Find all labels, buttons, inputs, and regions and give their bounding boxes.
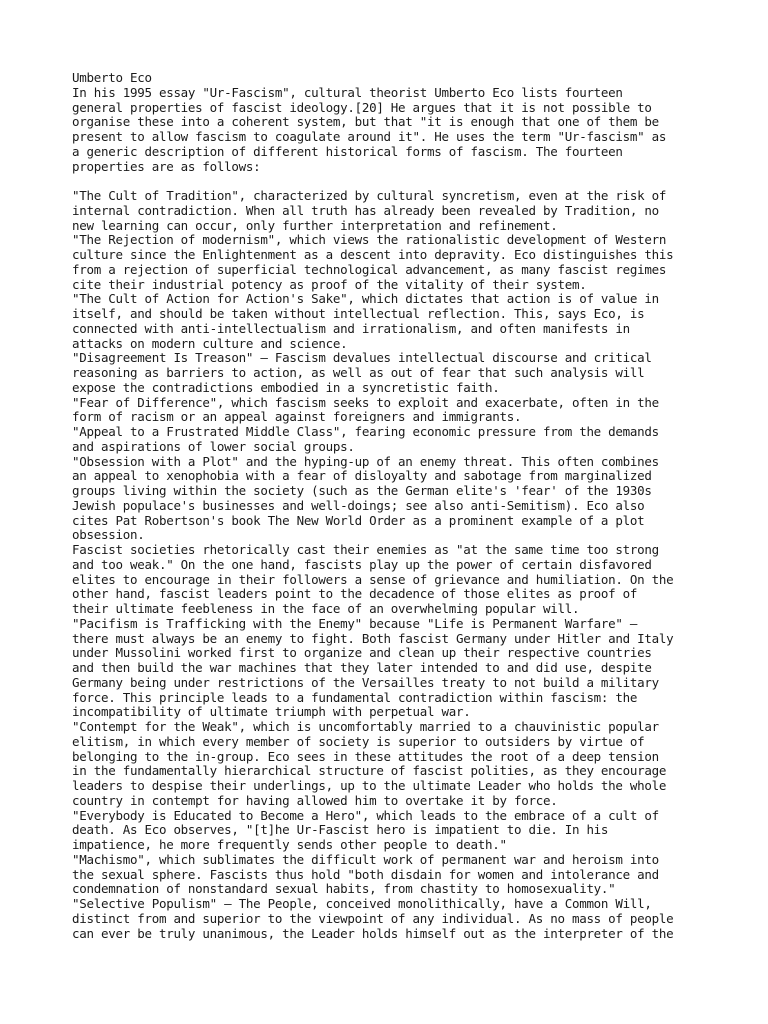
text-line: "Machismo", which sublimates the difficult work of permanent war and heroism into — [72, 851, 659, 867]
text-line: culture since the Enlightenment as a descent into depravity. Eco distinguishes this — [72, 247, 674, 262]
text-line: form of racism or an appeal against foreigners and immigrants. — [72, 409, 522, 425]
text-line: from a rejection of superficial technological advancement, as many fascist regimes — [72, 261, 667, 277]
text-line: elitism, in which every member of society is superior to outsiders by virtue of — [72, 733, 645, 749]
text-line: "The Cult of Action for Action's Sake", which dictates that action is of value in — [72, 291, 659, 307]
text-line: reasoning as barriers to action, as well as out of fear that such analysis will — [72, 365, 645, 380]
text-line: death. As Eco observes, "[t]he Ur-Fascist hero is impatient to die. In his — [72, 822, 609, 838]
text-line: "Obsession with a Plot" and the hyping-up of an enemy threat. This often combines — [72, 453, 659, 469]
text-line: "The Rejection of modernism", which views the rationalistic development of Western — [72, 232, 667, 248]
document-page — [72, 71, 702, 941]
text-line: and aspirations of lower social groups. — [72, 438, 355, 454]
text-line: Fascist societies rhetorically cast their enemies as "at the same time too strong — [72, 542, 659, 557]
text-line: In his 1995 essay "Ur-Fascism", cultural theorist Umberto Eco lists fourteen — [72, 84, 623, 100]
text-line — [72, 174, 702, 189]
text-line: and then build the war machines that they later intended to and did use, despite — [72, 660, 652, 675]
document-heading: Umberto Eco — [72, 70, 152, 85]
text-line: their ultimate feebleness in the face of an overwhelming popular will. — [72, 601, 580, 616]
text-line: force. This principle leads to a fundamental contradiction within fascism: the — [72, 689, 638, 705]
text-line: condemnation of nonstandard sexual habits, from chastity to homosexuality." — [72, 881, 616, 897]
text-line: "Fear of Difference", which fascism seeks to exploit and exacerbate, often in the — [72, 394, 659, 410]
text-line: internal contradiction. When all truth has already been revealed by Tradition, no — [72, 202, 659, 218]
text-line: properties are as follows: — [72, 158, 261, 174]
text-line: country in contempt for having allowed him to overtake it by force. — [72, 792, 558, 808]
text-line: Jewish populace's businesses and well-doings; see also anti-Semitism). Eco also — [72, 497, 645, 513]
text-line: obsession. — [72, 527, 145, 543]
text-line: can ever be truly unanimous, the Leader holds himself out as the interpreter of the — [72, 925, 674, 941]
text-line: the sexual sphere. Fascists thus hold "both disdain for women and intolerance and — [72, 866, 659, 882]
text-line: "Everybody is Educated to Become a Hero", which leads to the embrace of a cult of — [72, 807, 659, 823]
text-line: cites Pat Robertson's book The New World Order as a prominent example of a plot — [72, 512, 645, 528]
text-line: there must always be an enemy to fight. Both fascist Germany under Hitler and Italy — [72, 630, 674, 646]
text-line: leaders to despise their underlings, up to the ultimate Leader who holds the whole — [72, 778, 667, 793]
text-line: impatience, he more frequently sends other people to death." — [72, 837, 507, 852]
text-line: new learning can occur, only further interpretation and refinement. — [72, 217, 558, 233]
text-line: attacks on modern culture and science. — [72, 335, 348, 351]
text-line: present to allow fascism to coagulate around it". He uses the term "Ur-fascism" as — [72, 129, 667, 144]
text-line: "Selective Populism" – The People, conceived monolithically, have a Common Will, — [72, 896, 652, 911]
text-line: elites to encourage in their followers a sense of grievance and humiliation. On the — [72, 571, 674, 587]
text-line: "Disagreement Is Treason" – Fascism devalues intellectual discourse and critical — [72, 350, 652, 366]
text-line: groups living within the society (such as the German elite's 'fear' of the 1930s — [72, 483, 652, 498]
text-line: "Contempt for the Weak", which is uncomfortably married to a chauvinistic popular — [72, 719, 659, 734]
text-line: expose the contradictions embodied in a syncretistic faith. — [72, 379, 500, 395]
text-line: a generic description of different historical forms of fascism. The fourteen — [72, 143, 623, 159]
text-line: and too weak." On the one hand, fascists play up the power of certain disfavored — [72, 556, 652, 572]
text-line: itself, and should be taken without intellectual reflection. This, says Eco, is — [72, 306, 645, 321]
text-line: distinct from and superior to the viewpoint of any individual. As no mass of people — [72, 910, 674, 926]
text-line: connected with anti-intellectualism and irrationalism, and often manifests in — [72, 320, 630, 336]
text-line: belonging to the in-group. Eco sees in these attitudes the root of a deep tension — [72, 748, 659, 764]
text-line: cite their industrial potency as proof of the vitality of their system. — [72, 276, 587, 292]
text-line: "Appeal to a Frustrated Middle Class", fearing economic pressure from the demands — [72, 424, 659, 439]
text-line: an appeal to xenophobia with a fear of disloyalty and sabotage from marginalized — [72, 468, 652, 484]
text-line: "The Cult of Tradition", characterized by cultural syncretism, even at the risk of — [72, 188, 667, 203]
text-line: in the fundamentally hierarchical structure of fascist polities, as they encourage — [72, 763, 667, 779]
text-line: incompatibility of ultimate triumph with perpetual war. — [72, 704, 471, 720]
text-line: Germany being under restrictions of the Versailles treaty to not build a military — [72, 674, 659, 690]
text-line: under Mussolini worked first to organize and clean up their respective countries — [72, 645, 652, 661]
text-line: organise these into a coherent system, but that "it is enough that one of them be — [72, 114, 659, 130]
text-line: general properties of fascist ideology.[20] He argues that it is not possible to — [72, 99, 652, 115]
text-line: "Pacifism is Trafficking with the Enemy" because "Life is Permanent Warfare" – — [72, 615, 638, 631]
text-line: other hand, fascist leaders point to the decadence of those elites as proof of — [72, 586, 638, 602]
